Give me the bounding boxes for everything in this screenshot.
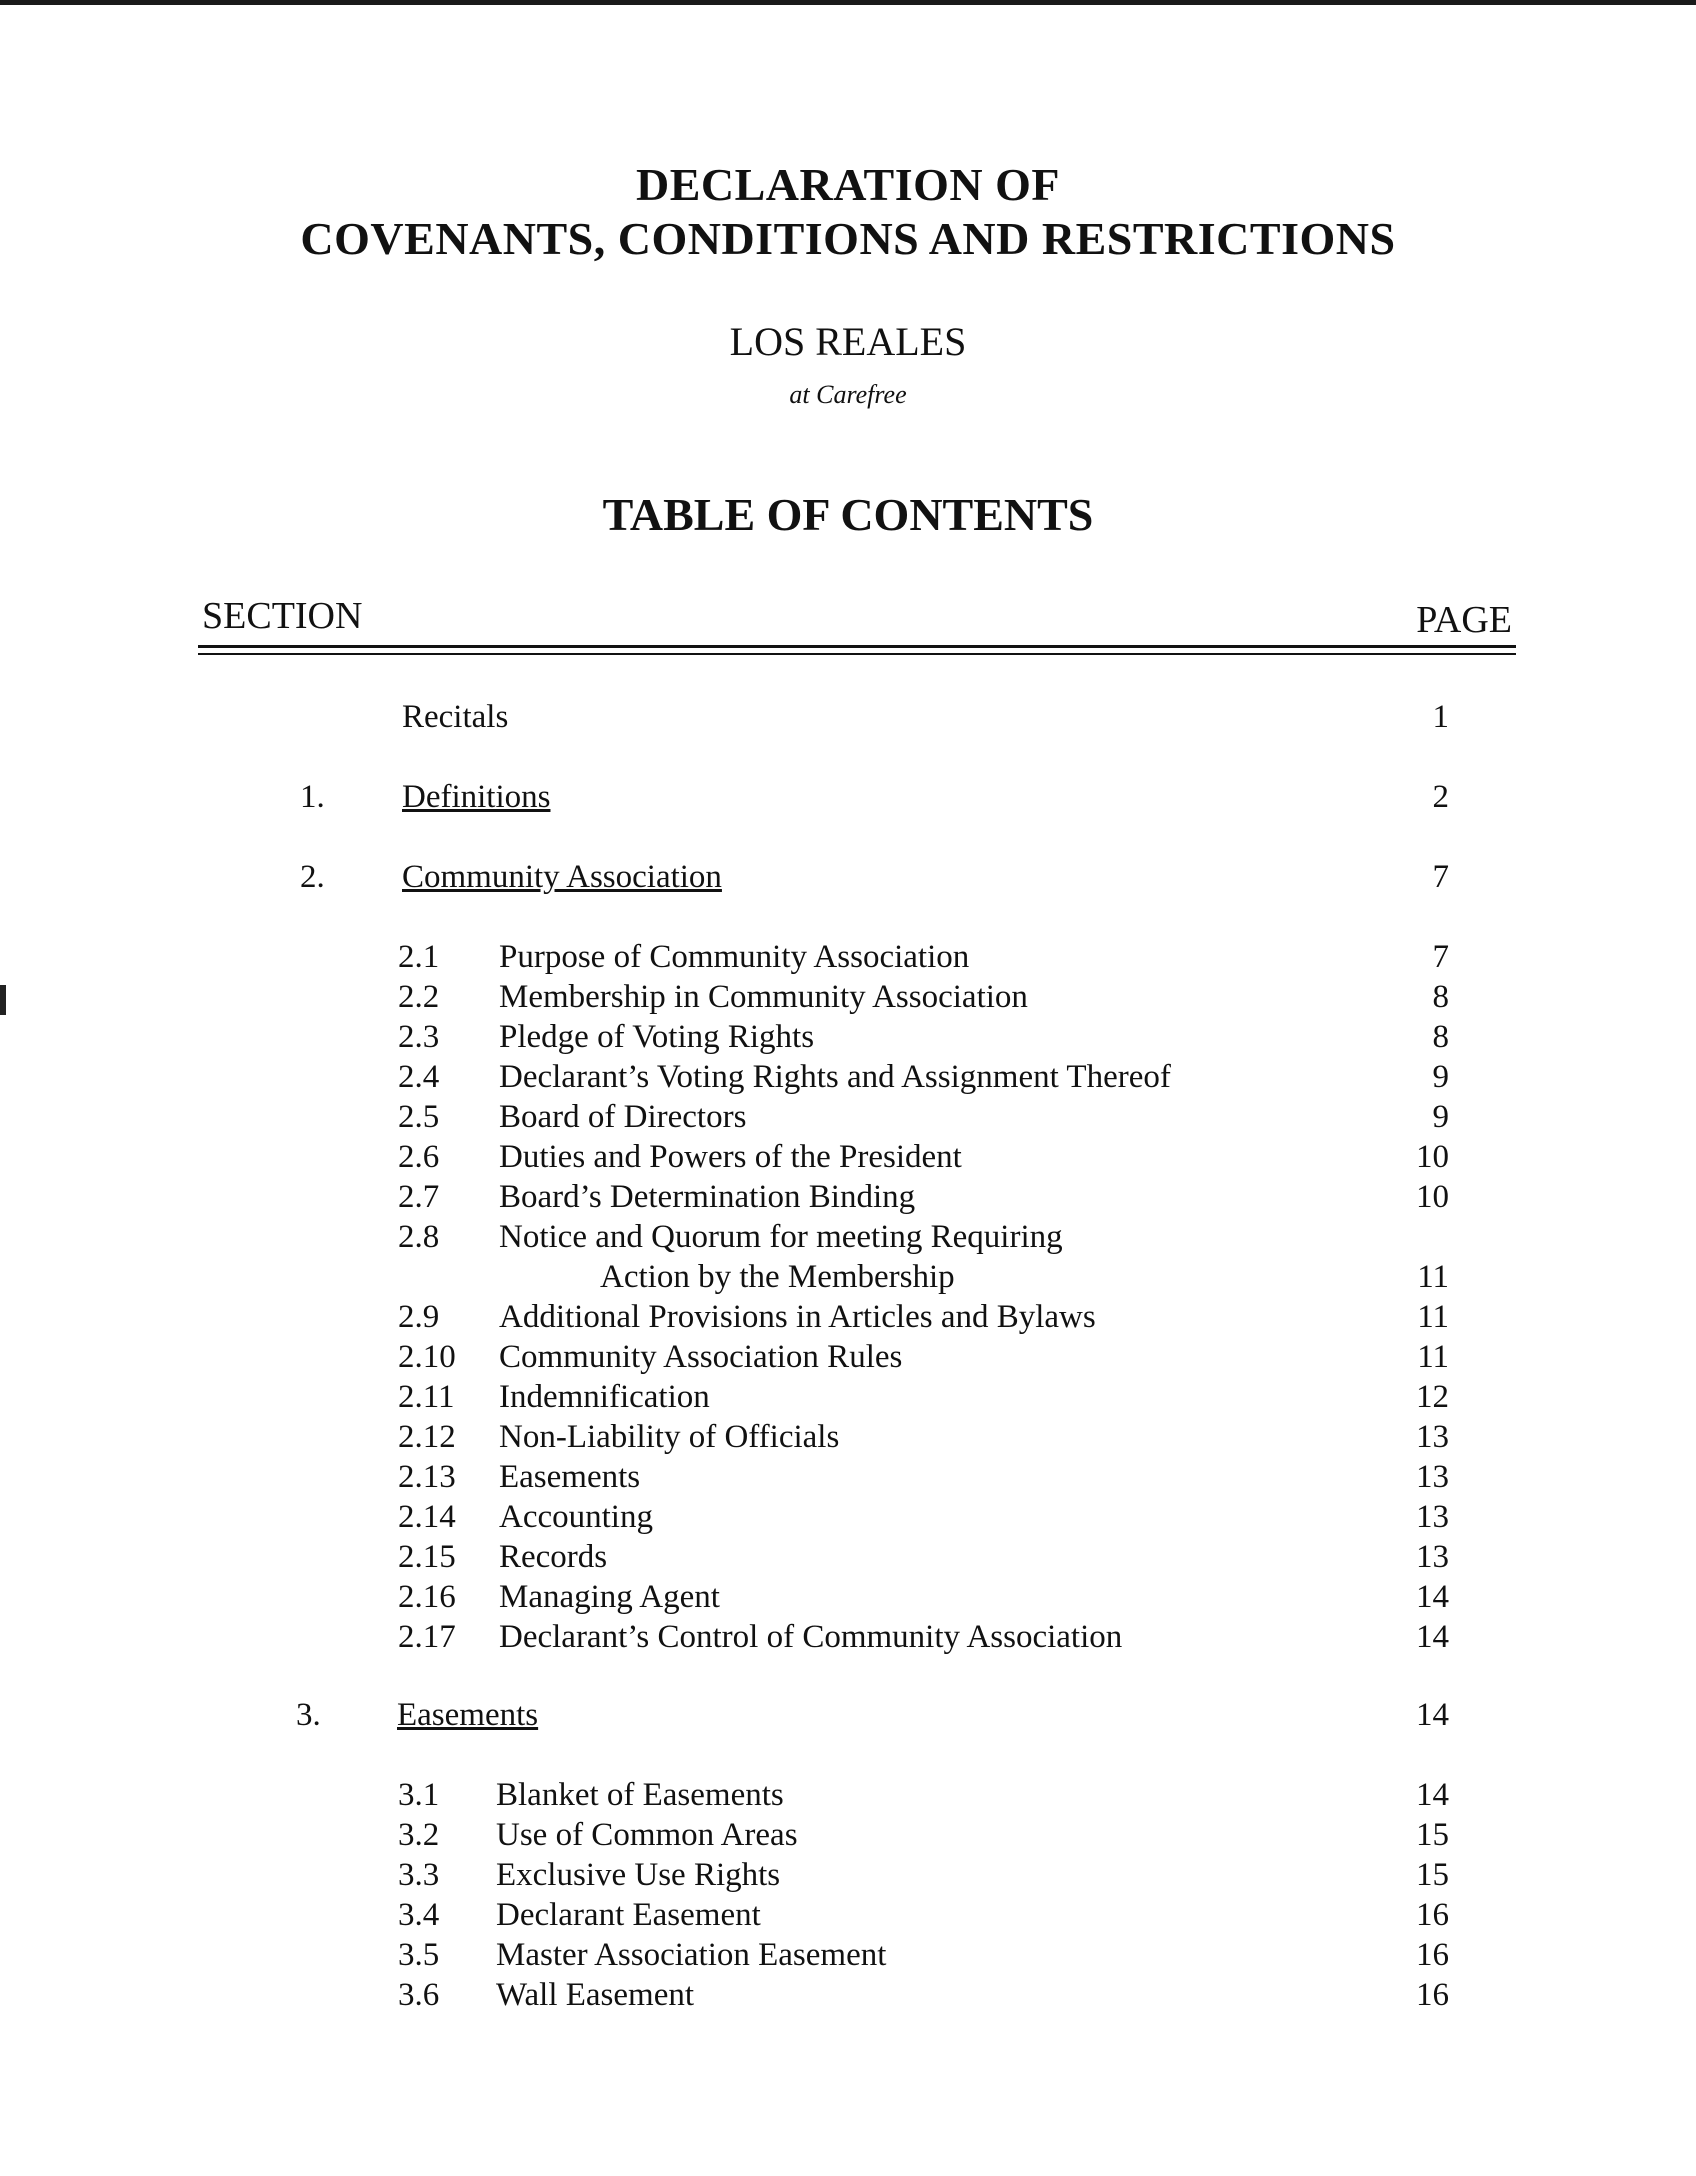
entry-page: 1 xyxy=(1432,699,1449,735)
toc-entry-2-7 xyxy=(0,1179,1696,1219)
entry-title: Indemnification xyxy=(499,1379,710,1415)
entry-number: 3.1 xyxy=(398,1777,440,1813)
entry-page: 15 xyxy=(1416,1857,1449,1893)
toc-entry-2-5 xyxy=(0,1099,1696,1139)
entry-title: Board’s Determination Binding xyxy=(499,1179,916,1215)
entry-page: 15 xyxy=(1416,1817,1449,1853)
entry-title: Purpose of Community Association xyxy=(499,939,970,975)
entry-number: 2.6 xyxy=(398,1139,440,1175)
toc-entry-recitals xyxy=(0,699,1696,739)
toc-entry-2-2 xyxy=(0,979,1696,1019)
section-title: Community Association xyxy=(402,859,722,895)
scan-top-border xyxy=(0,0,1696,5)
entry-number: 3.5 xyxy=(398,1937,440,1973)
entry-title: Declarant Easement xyxy=(496,1897,761,1933)
entry-number: 3.4 xyxy=(398,1897,440,1933)
entry-page: 9 xyxy=(1432,1059,1449,1095)
entry-number: 2.16 xyxy=(398,1579,456,1615)
header-rule-bottom xyxy=(198,653,1516,655)
toc-entry-2-6 xyxy=(0,1139,1696,1179)
entry-page: 9 xyxy=(1432,1099,1449,1135)
entry-number: 3.6 xyxy=(398,1977,440,2013)
entry-page: 10 xyxy=(1416,1139,1449,1175)
entry-title: Master Association Easement xyxy=(496,1937,887,1973)
toc-entry-2-4 xyxy=(0,1059,1696,1099)
entry-number: 3.2 xyxy=(398,1817,440,1853)
entry-title: Declarant’s Control of Community Association xyxy=(499,1619,1123,1655)
entry-page: 8 xyxy=(1432,979,1449,1015)
section-number: 2. xyxy=(300,859,325,895)
entry-page: 13 xyxy=(1416,1539,1449,1575)
header-rule-top xyxy=(198,645,1516,648)
section-page: 7 xyxy=(1432,859,1449,895)
entry-title: Exclusive Use Rights xyxy=(496,1857,781,1893)
entry-title: Board of Directors xyxy=(499,1099,747,1135)
entry-number: 2.15 xyxy=(398,1539,456,1575)
toc-entry-3-3 xyxy=(0,1857,1696,1897)
toc-entry-2-15 xyxy=(0,1539,1696,1579)
entry-number: 2.10 xyxy=(398,1339,456,1375)
entry-title: Additional Provisions in Articles and Bylaws xyxy=(499,1299,1096,1335)
entry-number: 2.1 xyxy=(398,939,440,975)
toc-entry-2-11 xyxy=(0,1379,1696,1419)
toc-entry-2-1 xyxy=(0,939,1696,979)
entry-number: 2.3 xyxy=(398,1019,440,1055)
entry-number: 2.11 xyxy=(398,1379,455,1415)
entry-page: 13 xyxy=(1416,1499,1449,1535)
entry-page: 14 xyxy=(1416,1777,1449,1813)
toc-entry-2-16 xyxy=(0,1579,1696,1619)
document-title-line1: DECLARATION OF xyxy=(635,159,1060,210)
entry-page: 11 xyxy=(1417,1299,1449,1335)
toc-entry-2-9 xyxy=(0,1299,1696,1339)
entry-number: 2.2 xyxy=(398,979,440,1015)
entry-page: 13 xyxy=(1416,1459,1449,1495)
entry-number: 2.9 xyxy=(398,1299,440,1335)
toc-entry-2-14 xyxy=(0,1499,1696,1539)
entry-title: Managing Agent xyxy=(499,1579,720,1615)
entry-number: 2.4 xyxy=(398,1059,440,1095)
entry-title: Membership in Community Association xyxy=(499,979,1028,1015)
toc-entry-2-8 xyxy=(0,1219,1696,1259)
community-name: LOS REALES xyxy=(729,319,967,364)
entry-title: Notice and Quorum for meeting Requiring xyxy=(499,1219,1063,1255)
toc-entry-3-2 xyxy=(0,1817,1696,1857)
toc-entry-2-8-continued xyxy=(0,1259,1696,1299)
toc-entry-2-13 xyxy=(0,1459,1696,1499)
entry-title: Declarant’s Voting Rights and Assignment Thereof xyxy=(499,1059,1171,1095)
entry-title: Records xyxy=(499,1539,608,1575)
section-page: 14 xyxy=(1416,1697,1449,1733)
entry-page: 16 xyxy=(1416,1977,1449,2013)
section-column-header: SECTION xyxy=(202,595,363,637)
toc-section-3 xyxy=(0,1697,1696,1737)
entry-page: 11 xyxy=(1417,1339,1449,1375)
section-number: 1. xyxy=(300,779,325,815)
section-page: 2 xyxy=(1432,779,1449,815)
entry-page: 16 xyxy=(1416,1937,1449,1973)
section-title: Easements xyxy=(397,1697,539,1733)
entry-page: 14 xyxy=(1416,1619,1449,1655)
entry-page: 8 xyxy=(1432,1019,1449,1055)
section-title: Definitions xyxy=(402,779,551,815)
entry-title: Non-Liability of Officials xyxy=(499,1419,840,1455)
entry-page: 16 xyxy=(1416,1897,1449,1933)
entry-page: 14 xyxy=(1416,1579,1449,1615)
toc-section-1 xyxy=(0,779,1696,819)
entry-title: Wall Easement xyxy=(496,1977,695,2013)
entry-title: Blanket of Easements xyxy=(496,1777,784,1813)
toc-entry-2-12 xyxy=(0,1419,1696,1459)
entry-title: Accounting xyxy=(499,1499,653,1535)
toc-entry-3-4 xyxy=(0,1897,1696,1937)
entry-title: Easements xyxy=(499,1459,641,1495)
page-column-header: PAGE xyxy=(1416,599,1512,641)
entry-page: 10 xyxy=(1416,1179,1449,1215)
entry-number: 2.5 xyxy=(398,1099,440,1135)
entry-title: Use of Common Areas xyxy=(496,1817,798,1853)
entry-page: 7 xyxy=(1432,939,1449,975)
entry-title-continuation: Action by the Membership xyxy=(600,1259,955,1295)
entry-number: 2.12 xyxy=(398,1419,456,1455)
entry-title: Duties and Powers of the President xyxy=(499,1139,962,1175)
document-title-line2: COVENANTS, CONDITIONS AND RESTRICTIONS xyxy=(300,213,1396,264)
entry-number: 2.14 xyxy=(398,1499,456,1535)
community-location: at Carefree xyxy=(789,380,907,409)
entry-number: 3.3 xyxy=(398,1857,440,1893)
entry-number: 2.7 xyxy=(398,1179,440,1215)
section-number: 3. xyxy=(296,1697,321,1733)
entry-number: 2.13 xyxy=(398,1459,456,1495)
entry-page: 11 xyxy=(1417,1259,1449,1295)
entry-number: 2.17 xyxy=(398,1619,456,1655)
entry-title: Community Association Rules xyxy=(499,1339,903,1375)
toc-entry-3-1 xyxy=(0,1777,1696,1817)
entry-title: Recitals xyxy=(402,699,509,735)
entry-title: Pledge of Voting Rights xyxy=(499,1019,815,1055)
toc-entry-2-3 xyxy=(0,1019,1696,1059)
toc-heading: TABLE OF CONTENTS xyxy=(602,489,1094,540)
entry-page: 13 xyxy=(1416,1419,1449,1455)
entry-number: 2.8 xyxy=(398,1219,440,1255)
toc-entry-3-6 xyxy=(0,1977,1696,2017)
toc-entry-3-5 xyxy=(0,1937,1696,1977)
entry-page: 12 xyxy=(1416,1379,1449,1415)
toc-entry-2-17 xyxy=(0,1619,1696,1659)
toc-section-2 xyxy=(0,859,1696,899)
toc-entry-2-10 xyxy=(0,1339,1696,1379)
